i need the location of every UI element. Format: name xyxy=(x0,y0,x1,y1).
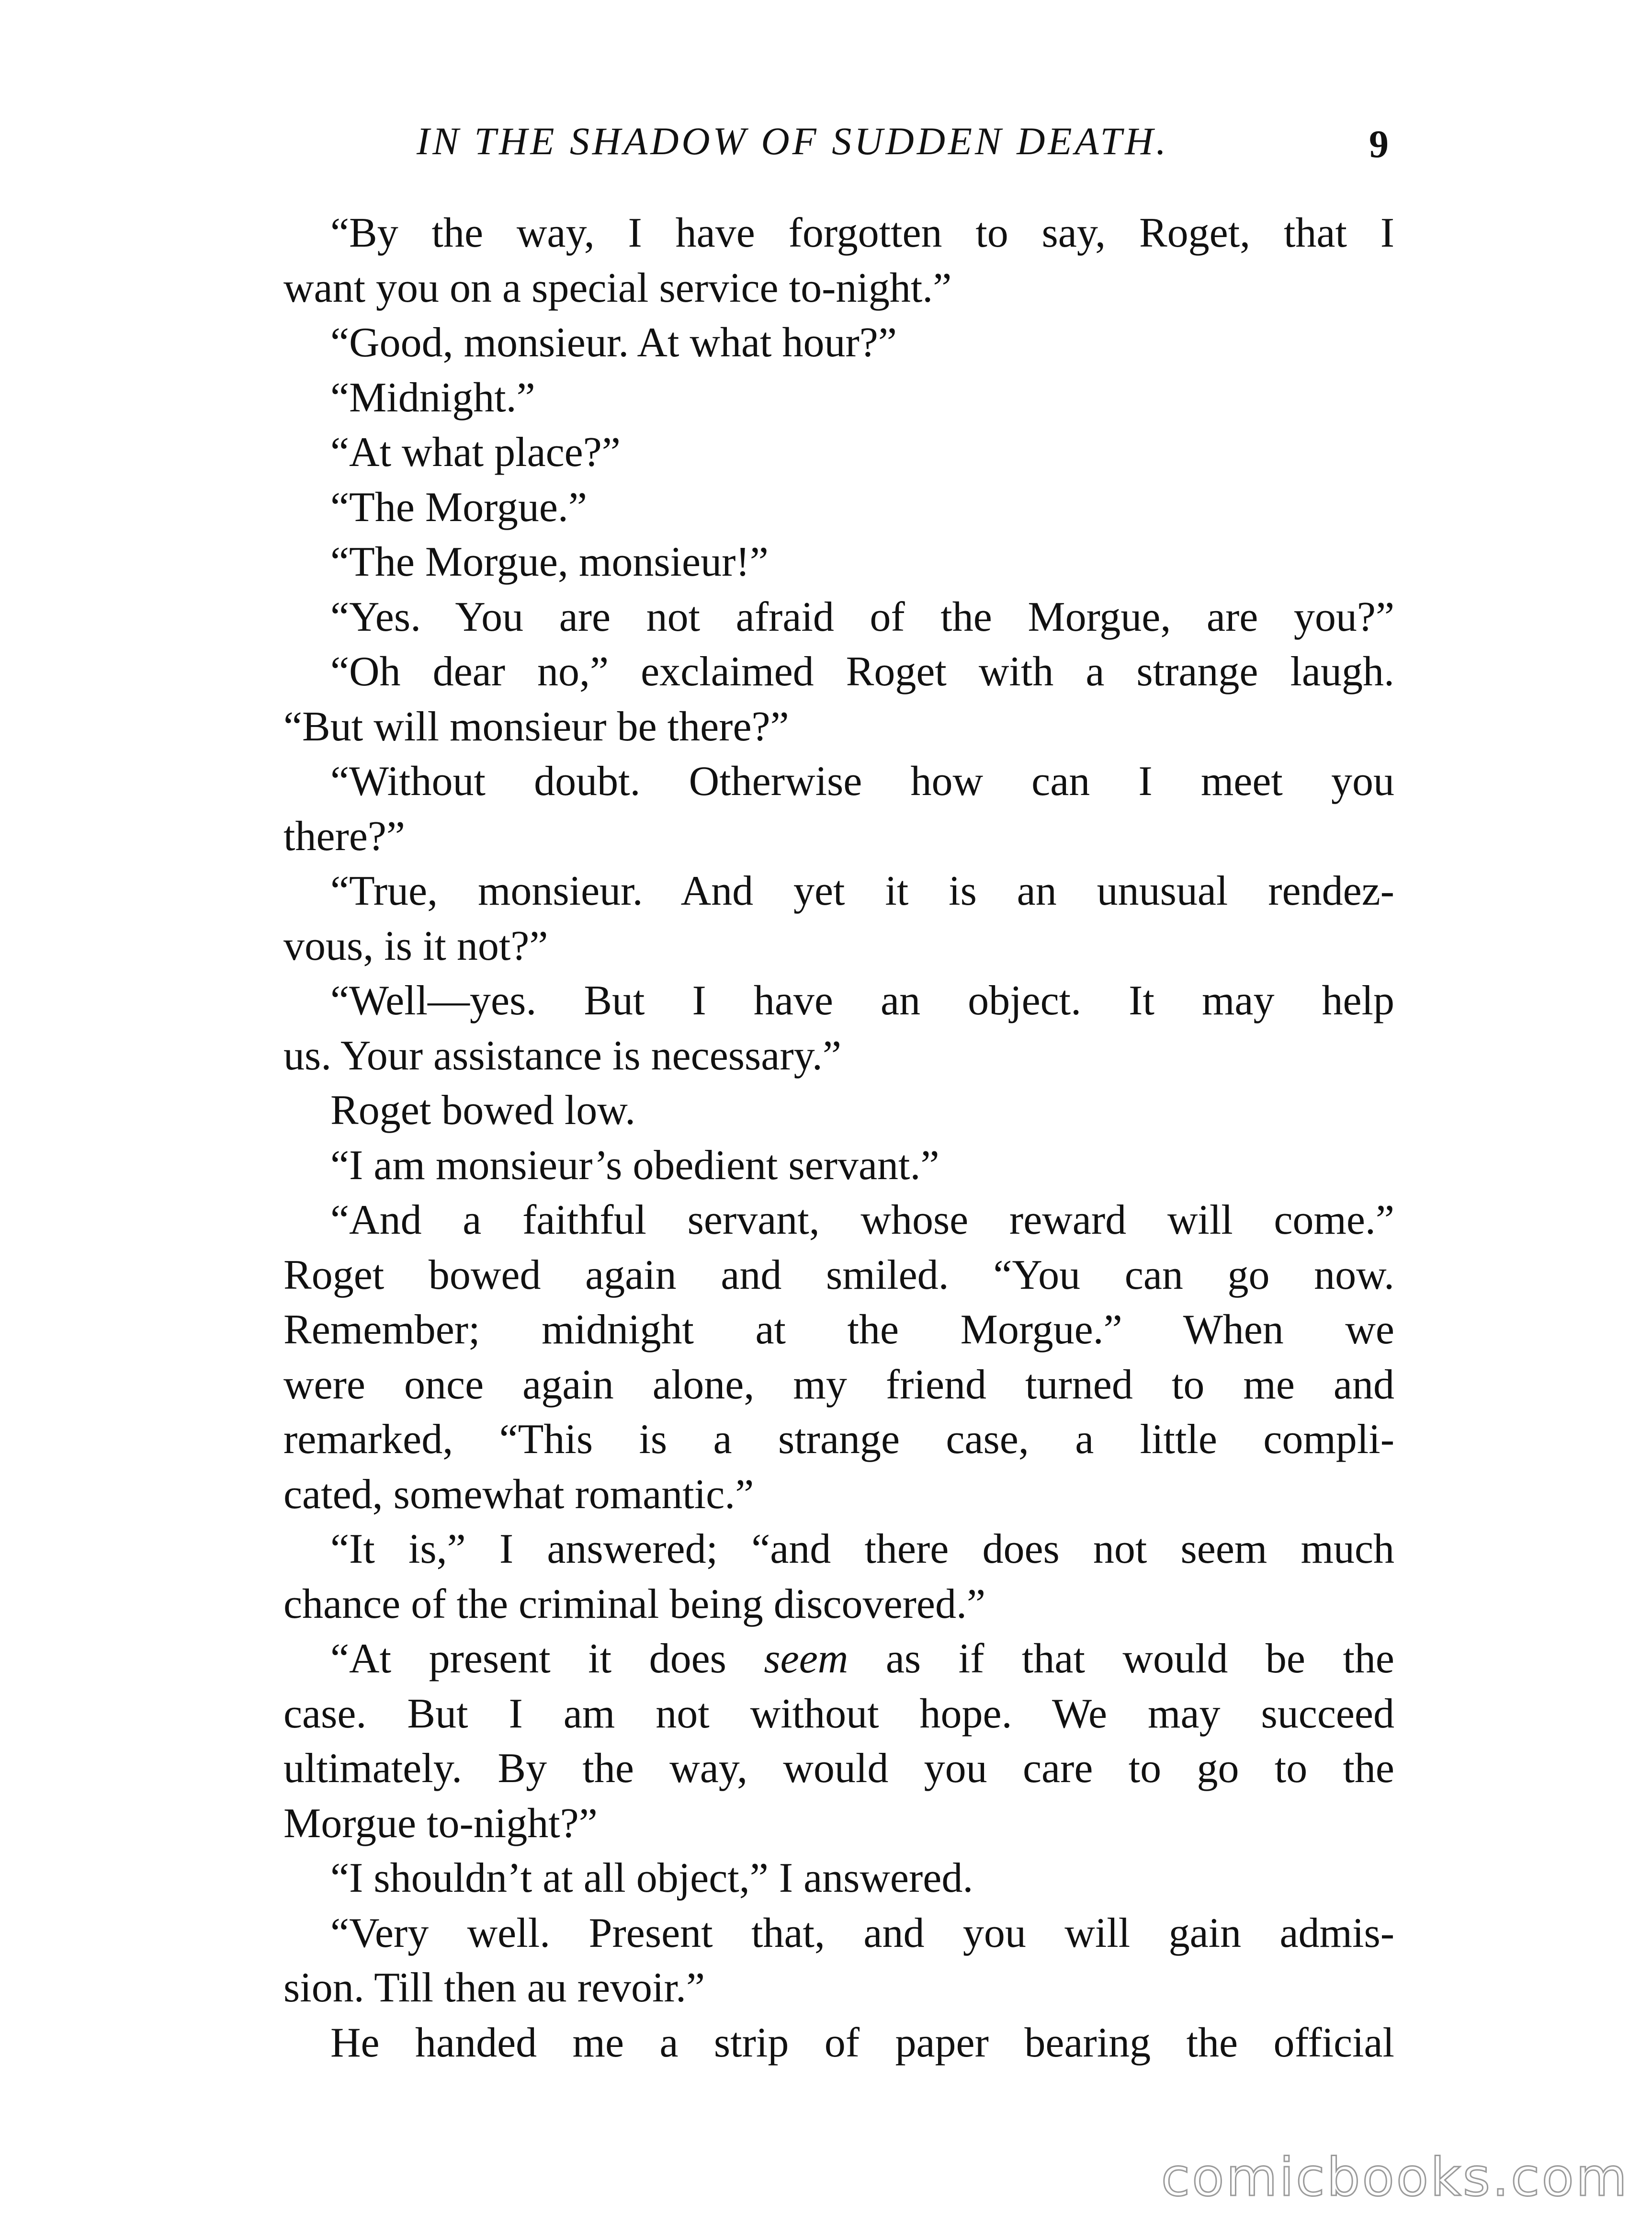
running-title: IN THE SHADOW OF SUDDEN DEATH. xyxy=(417,119,1169,163)
text-line: Morgue to-night?” xyxy=(283,1800,598,1847)
text-line: “Good, monsieur. At what hour?” xyxy=(330,319,897,366)
text-line xyxy=(283,1632,1394,1687)
text-line: chance of the criminal being discovered.” xyxy=(283,1580,986,1627)
text-line: “Without doubt. Otherwise how can I meet you xyxy=(330,758,1394,805)
text-line: sion. Till then au revoir.” xyxy=(283,1965,705,2011)
text-line: “Oh dear no,” exclaimed Roget with a strange laugh. xyxy=(330,648,1394,695)
text-line: “I shouldn’t at all object,” I answered. xyxy=(330,1855,973,1901)
text-line: Roget bowed low. xyxy=(330,1087,636,1134)
italic-word: seem xyxy=(764,1636,849,1682)
text-line: “At what place?” xyxy=(330,429,621,476)
text-line: were once again alone, my friend turned to me and xyxy=(283,1361,1394,1408)
text-line: “Midnight.” xyxy=(330,374,535,421)
text-line: “I am monsieur’s obedient servant.” xyxy=(330,1142,939,1189)
text-line: “The Morgue.” xyxy=(330,484,587,531)
text-line: ultimately. By the way, would you care to go to the xyxy=(283,1745,1394,1792)
text-line: vous, is it not?” xyxy=(283,922,548,969)
text-line: “Yes. You are not afraid of the Morgue, are you?” xyxy=(330,593,1394,640)
text-line: case. But I am not without hope. We may succeed xyxy=(283,1690,1394,1737)
text-line: Remember; midnight at the Morgue.” When we xyxy=(283,1307,1394,1353)
text-line: He handed me a strip of paper bearing the official xyxy=(330,2019,1394,2066)
text-line: there?” xyxy=(283,813,405,860)
body-text xyxy=(283,206,1394,2070)
text-run: “At present it does xyxy=(330,1636,764,1682)
text-line: remarked, “This is a strange case, a little compli- xyxy=(283,1416,1394,1463)
text-line: “True, monsieur. And yet it is an unusual rendez- xyxy=(330,868,1394,914)
text-line: “The Morgue, monsieur!” xyxy=(330,539,769,585)
text-line: “And a faithful servant, whose reward will come.” xyxy=(330,1197,1394,1243)
text-line: “But will monsieur be there?” xyxy=(283,703,789,750)
text-line: “It is,” I answered; “and there does not seem much xyxy=(330,1526,1394,1572)
text-line: “Well—yes. But I have an object. It may help xyxy=(330,977,1394,1024)
text-line: “Very well. Present that, and you will gain admis- xyxy=(330,1909,1394,1956)
text-line: Roget bowed again and smiled. “You can go now. xyxy=(283,1251,1394,1298)
text-line: cated, somewhat romantic.” xyxy=(283,1471,754,1518)
text-line: want you on a special service to-night.” xyxy=(283,264,952,311)
running-head xyxy=(287,119,1389,176)
text-line: us. Your assistance is necessary.” xyxy=(283,1032,841,1079)
page-number: 9 xyxy=(1369,122,1389,166)
text-line: “By the way, I have forgotten to say, Roget, that I xyxy=(330,210,1394,256)
text-run: as if that would be the xyxy=(848,1636,1394,1682)
watermark-text: comicbooks.com xyxy=(1161,2147,1629,2208)
